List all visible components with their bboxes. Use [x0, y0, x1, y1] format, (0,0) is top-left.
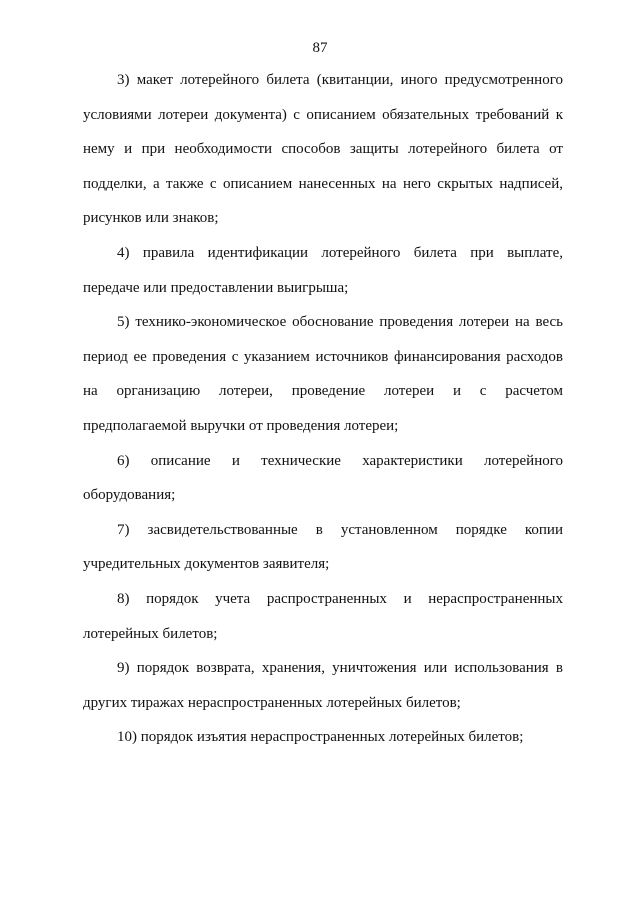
list-item: 7) засвидетельствованные в установленном порядке копии учредительных документов заявителя; — [83, 521, 563, 573]
list-item: 3) макет лотерейного билета (квитанции, иного предусмотренного условиями лотереи документа) с описанием обязательных требований к нему и при необходимости способов защиты лотерейного билета от подделки, а также с описанием нанесенных на него скрытых надписей, рисунков или знаков; — [83, 72, 563, 227]
list-item: 6) описание и технические характеристики лотерейного оборудования; — [83, 452, 563, 504]
list-item: 10) порядок изъятия нераспространенных лотерейных билетов; — [117, 729, 524, 746]
list-item: 4) правила идентификации лотерейного билета при выплате, передаче или предоставлении выигрыша; — [83, 244, 563, 296]
list-item: 9) порядок возврата, хранения, уничтожения или использования в других тиражах нераспространенных лотерейных билетов; — [83, 660, 563, 711]
page-number: 87 — [312, 40, 328, 56]
list-item: 5) технико-экономическое обоснование проведения лотереи на весь период ее проведения с указанием источников финансирования расходов на организацию лотереи, проведение лотереи и с расчетом предполагаемой выручки от проведения лотереи; — [83, 314, 563, 434]
document-body — [83, 63, 563, 755]
list-item: 8) порядок учета распространенных и нераспространенных лотерейных билетов; — [83, 590, 563, 642]
